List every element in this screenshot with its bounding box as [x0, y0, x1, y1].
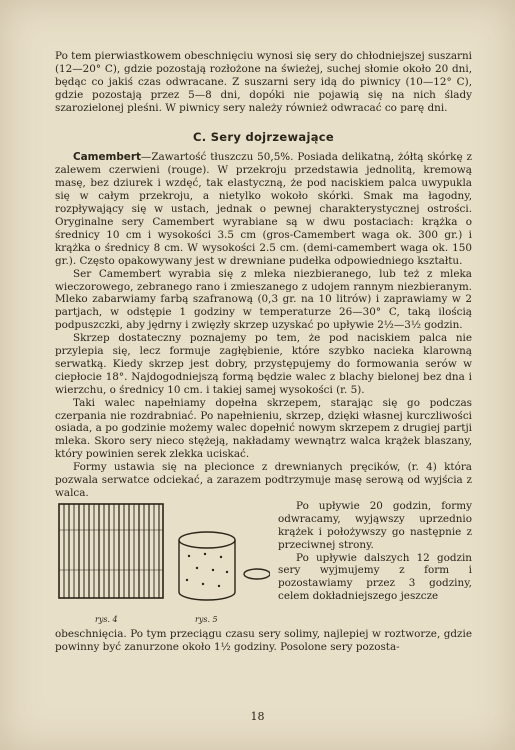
page-number: 18	[250, 710, 265, 723]
paragraph: Taki walec napełniamy dopełna skrzepem, starając się go podczas czerpania nie rozdrabniać. Po napełnieniu, skrzep, dzięki własnej kurczliwości osiada, a po godzinie możemy walec dopełnić nowym skrzepem z drugiej partji mleka. Skoro sery nieco stężeją, nakładamy wewnątrz walca krążek blaszany, który powinien serek zlekka uciskać.	[55, 396, 472, 461]
cylinder-mold-drawing	[179, 532, 270, 600]
straw-mat-drawing	[59, 504, 163, 598]
paragraph: Ser Camembert wyrabia się z mleka niezbieranego, lub też z mleka wieczorowego, zebranego rano i zmieszanego z udojem rannym niezbieranym. Mleko zabarwiamy farbą szafranową (0,3 gr. na 10 litrów) i zaprawiamy w 2 partjach, w odstępie 1 godziny w temperaturze 26—30° C, taką ilością podpuszczki, aby jędrny i zwięzły skrzep uzyskać po upływie 2½—3½ godzin.	[55, 267, 472, 332]
caption-fig4: rys. 4	[95, 614, 118, 624]
figure-side-text	[278, 500, 472, 603]
caption-fig5: rys. 5	[195, 614, 218, 624]
figure-row	[55, 500, 472, 628]
camembert-text: —Zawartość tłuszczu 50,5%. Posiada delikatną, żółtą skórkę z zalewem czerwieni (rouge). W przekroju przedstawia jednolitą, kremową masę, bez dziurek i wzdęć, tak elastyczną, że pod naciskiem palca uwypukla się w całym przekroju, a nietylko wokoło skórki. Smak ma łagodny, rozpływający się w ustach, jednak o pewnej charakterystycznej ostrości. Oryginalne sery Camembert wyrabiane są w dwu postaciach: krążka o średnicy 10 cm i wysokości 3.5 cm (gros-Camembert waga ok. 300 gr.) i krążka o średnicy 8 cm. W wysokości 2.5 cm. (demi-camembert waga ok. 150 gr.). Często opakowywany jest w drewniane pudełka odpowiedniego kształtu.	[55, 151, 472, 267]
paragraph: Po upływie dalszych 12 godzin sery wyjmujemy z form i pozostawiamy przez 3 godziny, celem dokładniejszego jeszcze	[278, 551, 472, 603]
paragraph-camembert	[55, 151, 472, 267]
section-heading: C. Sery dojrzewające	[192, 129, 334, 144]
paragraph: Po upływie 20 godzin, formy odwracamy, wyjąwszy uprzednio krążek i położywszy go następnie z przeciwnej strony.	[278, 499, 472, 551]
paragraph: Po tem pierwiastkowem obeschnięciu wynosi się sery do chłodniejszej suszarni (12—20° C), gdzie pozostają rozłożone na świeżej, suchej słomie około 20 dni, będąc co jakiś czas odwracane. Z suszarni sery idą do piwnicy (10—12° C), gdzie pozostają przez 5—8 dni, dopóki nie pojawią się na nich ślady szarozielonej pleśni. W piwnicy sery należy również odwracać co parę dni.	[55, 50, 472, 114]
paragraph: Skrzep dostateczny poznajemy po tem, że pod naciskiem palca nie przylepia się, lecz formuje zagłębienie, które szybko nacieka klarowną serwatką. Kiedy skrzep jest dobry, przystępujemy do formowania serów w ciepłocie 18°. Najdogodniejszą formą będzie walec z blachy bielonej bez dna i wierzchu, o średnicy 10 cm. i takiej samej wysokości (r. 5).	[55, 332, 472, 396]
paragraph: obeschnięcia. Po tym przeciągu czasu sery solimy, najlepiej w roztworze, gdzie powinny być zanurzone około 1½ godziny. Posolone sery pozosta-	[55, 627, 472, 653]
figure-block	[55, 500, 270, 628]
cheese-mold-illustration	[55, 500, 270, 620]
text-column	[55, 50, 472, 654]
camembert-term: Camembert	[73, 151, 141, 164]
paragraph: Formy ustawia się na plecionce z drewnianych pręcików, (r. 4) która pozwala serwatce odciekać, a zarazem podtrzymuje masę serową od wyjścia z walca.	[55, 461, 472, 499]
